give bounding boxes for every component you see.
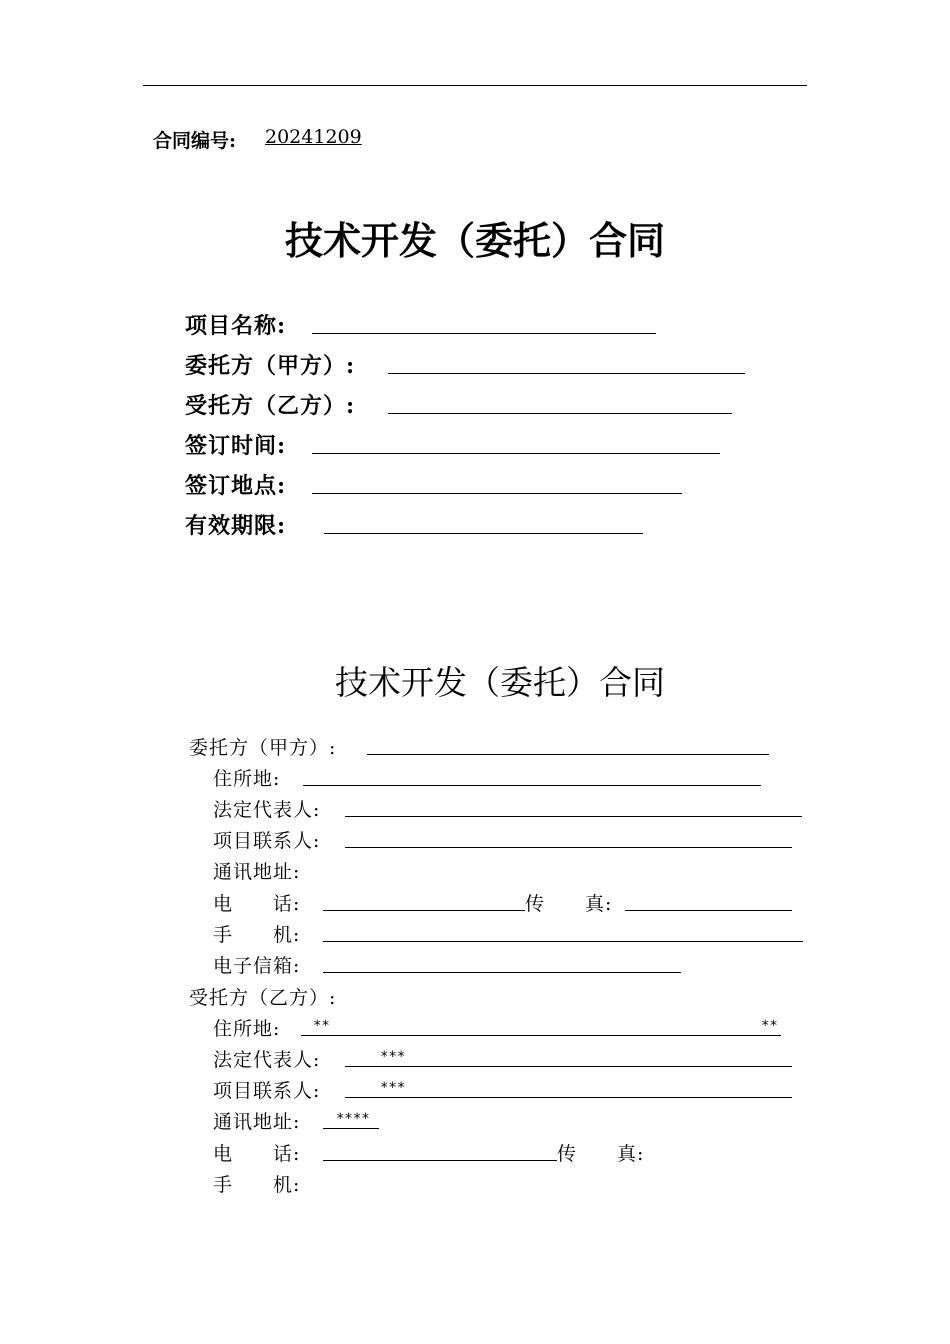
party-a-address-line	[303, 785, 761, 786]
party-a-fax-label: 传 真:	[525, 893, 613, 915]
party-a-address-label: 住所地:	[213, 768, 281, 790]
party-a-name-line	[367, 754, 769, 755]
party-a-heading: 委托方（甲方）:	[189, 737, 337, 759]
cover-contractor-label: 受托方（乙方）:	[185, 393, 356, 419]
party-b-mobile-label: 手 机:	[213, 1174, 301, 1196]
cover-title: 技术开发（委托）合同	[285, 219, 666, 263]
cover-client-line	[388, 373, 745, 374]
party-b-legal-rep-value: ***	[380, 1049, 406, 1065]
cover-project-name-label: 项目名称:	[185, 313, 287, 339]
party-b-contact-line	[345, 1097, 792, 1098]
party-a-email-label: 电子信箱:	[213, 955, 301, 977]
header-rule	[143, 85, 807, 86]
party-b-mail-address-label: 通讯地址:	[213, 1111, 301, 1133]
party-a-legal-rep-label: 法定代表人:	[213, 799, 321, 821]
cover-sign-place-label: 签订地点:	[185, 473, 287, 499]
party-a-phone-label: 电 话:	[213, 893, 301, 915]
party-b-mail-address-value: ****	[336, 1111, 370, 1127]
cover-sign-place-line	[312, 493, 682, 494]
cover-validity-line	[324, 533, 643, 534]
party-a-mobile-label: 手 机:	[213, 924, 301, 946]
party-b-contact-value: ***	[380, 1080, 406, 1096]
party-b-mail-address-line	[323, 1128, 379, 1129]
contract-number-label: 合同编号:	[153, 130, 237, 152]
party-a-fax-line	[625, 910, 792, 911]
party-b-heading: 受托方（乙方）:	[189, 987, 337, 1009]
party-b-address-value-right: **	[761, 1018, 778, 1034]
party-a-legal-rep-line	[345, 816, 802, 817]
party-b-address-value-left: **	[313, 1018, 330, 1034]
party-a-email-line	[323, 972, 681, 973]
cover-validity-label: 有效期限:	[185, 513, 287, 539]
party-a-mobile-line	[323, 941, 803, 942]
party-b-address-label: 住所地:	[213, 1018, 281, 1040]
party-a-mail-address-label: 通讯地址:	[213, 861, 301, 883]
party-a-contact-line	[345, 847, 792, 848]
body-title: 技术开发（委托）合同	[335, 663, 665, 702]
party-a-phone-line	[323, 910, 525, 911]
party-b-address-line	[301, 1035, 781, 1036]
cover-sign-time-line	[312, 453, 720, 454]
party-a-contact-label: 项目联系人:	[213, 830, 321, 852]
party-b-legal-rep-label: 法定代表人:	[213, 1049, 321, 1071]
party-b-fax-label: 传 真:	[557, 1143, 645, 1165]
party-b-contact-label: 项目联系人:	[213, 1080, 321, 1102]
cover-client-label: 委托方（甲方）:	[185, 353, 356, 379]
party-b-phone-label: 电 话:	[213, 1143, 301, 1165]
cover-contractor-line	[388, 413, 732, 414]
contract-number-value: 20241209	[265, 126, 362, 148]
party-b-phone-line	[323, 1160, 557, 1161]
cover-sign-time-label: 签订时间:	[185, 433, 287, 459]
party-b-legal-rep-line	[345, 1066, 792, 1067]
cover-project-name-line	[312, 333, 656, 334]
